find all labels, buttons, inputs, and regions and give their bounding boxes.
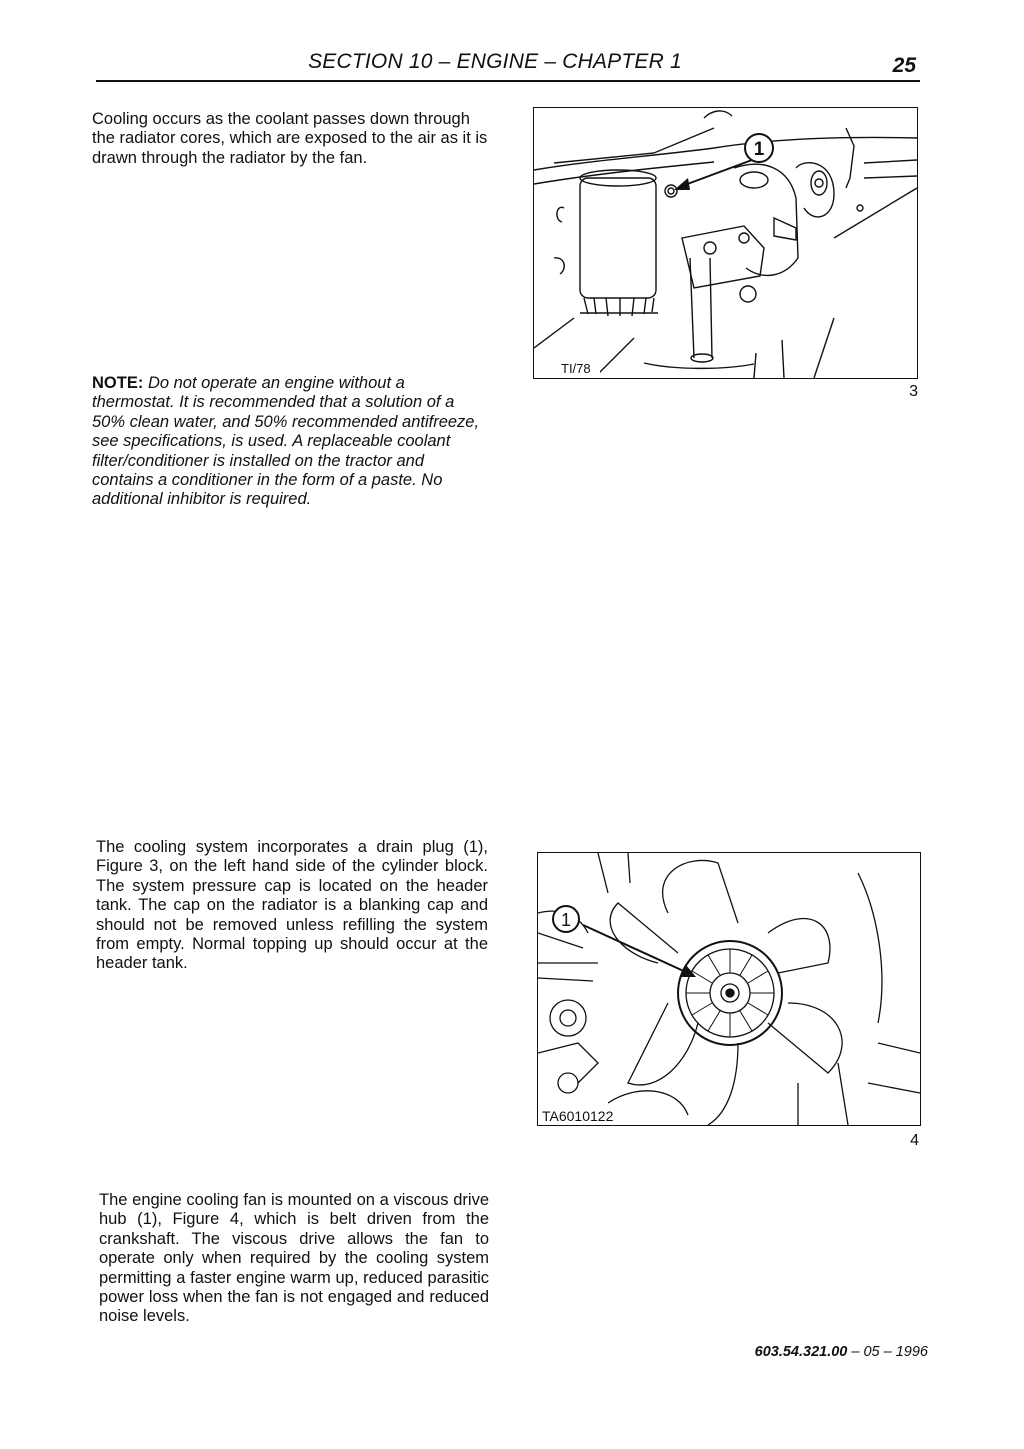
cooling-intro-paragraph: Cooling occurs as the coolant passes down through the radiator cores, which are exposed to the air as it is drawn through the radiator by the fan. bbox=[92, 110, 488, 167]
figure-3-drawing bbox=[534, 108, 917, 378]
figure-3-number: 3 bbox=[909, 383, 918, 400]
figure-3-ref-code: TI/78 bbox=[561, 361, 591, 376]
section-title: SECTION 10 – ENGINE – CHAPTER 1 bbox=[308, 50, 682, 73]
viscous-fan-paragraph: The engine cooling fan is mounted on a viscous drive hub (1), Figure 4, which is belt driven from the crankshaft. The viscous drive allows the fan to operate only when required by the cooling system permitting a faster engine warm up, reduced parasitic power loss when the fan is not engaged and reduced noise levels. bbox=[99, 1191, 489, 1326]
note-block bbox=[92, 374, 490, 510]
note-text: Do not operate an engine without a thermostat. It is recommended that a solution of a 50% clean water, and 50% recommended antifreeze, see specifications, is used. A replaceable coolant filter/conditioner is installed on the tractor and contains a conditioner in the form of a paste. No additional inhibitor is required. bbox=[92, 374, 480, 509]
footer-reference bbox=[700, 1344, 928, 1360]
drain-plug-paragraph: The cooling system incorporates a drain plug (1), Figure 3, on the left hand side of the cylinder block. The system pressure cap is located on the header tank. The cap on the radiator is a blanking cap and should not be removed unless refilling the system from empty. Normal topping up should occur at the header tank. bbox=[96, 838, 488, 973]
figure-4-callout: 1 bbox=[560, 910, 572, 930]
footer-edition: – 05 – 1996 bbox=[847, 1344, 928, 1360]
note-label: NOTE: bbox=[92, 374, 144, 392]
figure-4 bbox=[537, 852, 921, 1126]
header-rule bbox=[96, 80, 920, 82]
figure-3-callout: 1 bbox=[753, 139, 765, 160]
page-number: 25 bbox=[892, 54, 916, 77]
figure-4-drawing bbox=[538, 853, 920, 1125]
figure-3 bbox=[533, 107, 918, 379]
figure-4-number: 4 bbox=[910, 1132, 919, 1149]
figure-4-ref-code: TA6010122 bbox=[542, 1108, 614, 1124]
footer-doc-code: 603.54.321.00 bbox=[754, 1344, 848, 1360]
